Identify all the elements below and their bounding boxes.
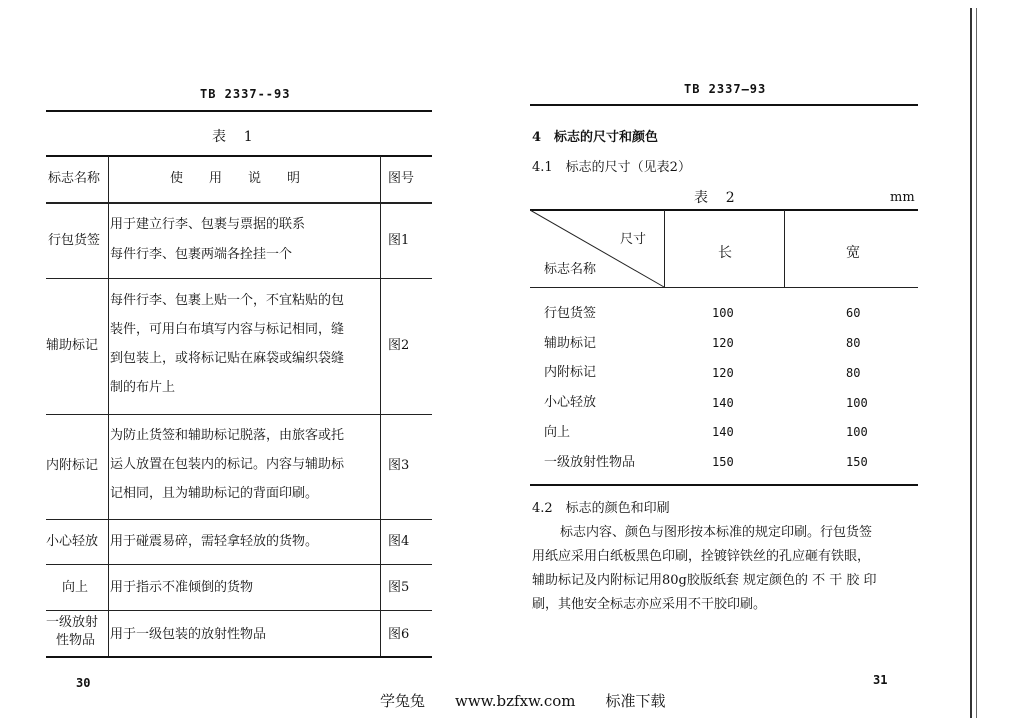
- table1-row6-name-line2: 性物品: [56, 633, 96, 648]
- table1-row4-fig: 图4: [388, 534, 410, 549]
- table1-row2-desc3: 到包装上，或将标记贴在麻袋或编织袋缝: [110, 351, 345, 366]
- table2-row4-len: 140: [712, 396, 734, 410]
- table1-row1-desc2: 每件行李、包裹两端各拴挂一个: [110, 247, 293, 262]
- table1-col-name: 标志名称: [48, 171, 101, 186]
- table1-row3-desc2: 运人放置在包装内的标记。内容与辅助标: [110, 457, 345, 472]
- table2-row5-len: 140: [712, 425, 734, 439]
- table1-row2-name: 辅助标记: [46, 338, 99, 353]
- table1-row3-fig: 图3: [388, 458, 410, 473]
- table1-row2-desc1: 每件行李、包裹上贴一个，不宜粘贴的包: [110, 293, 345, 308]
- table2-row6-name: 一级放射性物品: [544, 455, 636, 470]
- table1-row6-name-line1: 一级放射: [46, 615, 99, 630]
- table2-row6-len: 150: [712, 455, 734, 469]
- right-page-number: 31: [873, 673, 888, 687]
- section-4-heading: 4 标志的尺寸和颜色: [532, 130, 659, 145]
- table1-row4-desc1: 用于碰震易碎，需轻拿轻放的货物。: [110, 534, 319, 549]
- binding-edge-line-2: [976, 8, 977, 718]
- left-page-number: 30: [76, 676, 91, 690]
- table2-row5-name: 向上: [544, 425, 571, 440]
- para-line-4: 刷，其他安全标志亦应采用不干胶印刷。: [532, 597, 767, 612]
- para-line-2: 用纸应采用白纸板黑色印刷，拴镀锌铁丝的孔应砸有铁眼，: [532, 549, 871, 564]
- table1-row4-name: 小心轻放: [46, 534, 99, 549]
- table1-row2-desc2: 装件，可用白布填写内容与标记相同，缝: [110, 322, 345, 337]
- para-line-1: 标志内容、颜色与图形按本标准的规定印刷。行包货签: [560, 525, 873, 540]
- table1-row5-desc1: 用于指示不准倾倒的货物: [110, 580, 254, 595]
- table2-row1-len: 100: [712, 306, 734, 320]
- table1-header-rule: [46, 202, 432, 204]
- table1-row3-desc3: 记相同，且为辅助标记的背面印刷。: [110, 486, 319, 501]
- table1-row2-desc4: 制的布片上: [110, 380, 176, 395]
- table2-row5-wid: 100: [846, 425, 868, 439]
- table2-row1-name: 行包货签: [544, 306, 597, 321]
- table1-row1-name: 行包货签: [48, 233, 101, 248]
- table1-row1-fig: 图1: [388, 233, 410, 248]
- section-4-2-heading: 4.2 标志的颜色和印刷: [532, 501, 670, 516]
- table2-row3-name: 内附标记: [544, 365, 597, 380]
- table2-row2-wid: 80: [846, 336, 861, 350]
- table2-row3-wid: 80: [846, 366, 861, 380]
- table1-row-rule-2: [46, 414, 432, 415]
- table1-top-rule: [46, 155, 432, 157]
- table1-row3-desc1: 为防止货签和辅助标记脱落，由旅客或托: [110, 428, 345, 443]
- table2-row4-wid: 100: [846, 396, 868, 410]
- table1-row3-name: 内附标记: [46, 458, 99, 473]
- table2-corner-top: 尺寸: [620, 232, 647, 247]
- table1-col-fig: 图号: [388, 171, 415, 186]
- table2-title: 表 2: [694, 190, 735, 206]
- right-header: TB 2337—93: [684, 82, 767, 96]
- table1-row-rule-4: [46, 564, 432, 565]
- section-4-1-heading: 4.1 标志的尺寸（见表2）: [532, 160, 691, 175]
- table1-row5-fig: 图5: [388, 580, 410, 595]
- table1-row-rule-1: [46, 278, 432, 279]
- table2-bottom-rule: [530, 484, 918, 486]
- left-header-rule: [46, 110, 432, 112]
- table1-row-rule-5: [46, 610, 432, 611]
- table1-row2-fig: 图2: [388, 338, 410, 353]
- table1-bottom-rule: [46, 656, 432, 658]
- table2-row2-len: 120: [712, 336, 734, 350]
- left-table-title: 表 1: [212, 129, 253, 145]
- table1-row-rule-3: [46, 519, 432, 520]
- table2-row1-wid: 60: [846, 306, 861, 320]
- table2-row2-name: 辅助标记: [544, 336, 597, 351]
- table1-row6-desc1: 用于一级包装的放射性物品: [110, 627, 267, 642]
- table2-col-len: 长: [718, 245, 732, 261]
- table1-row6-fig: 图6: [388, 627, 410, 642]
- table2-row4-name: 小心轻放: [544, 395, 597, 410]
- footer-watermark: 学兔兔 www.bzfxw.com 标准下载: [380, 692, 666, 710]
- table1-row1-desc1: 用于建立行李、包裹与票据的联系: [110, 217, 306, 232]
- para-line-3: 辅助标记及内附标记用80g胶版纸套 规定颜色的 不 干 胶 印: [532, 573, 877, 588]
- table1-col-desc: 使 用 说 明: [170, 171, 301, 186]
- table1-vline-1: [108, 156, 109, 656]
- table2-unit: mm: [890, 190, 915, 205]
- left-header: TB 2337--93: [200, 87, 291, 101]
- right-header-rule: [530, 104, 918, 106]
- table2-col-wid: 宽: [846, 245, 860, 261]
- binding-edge-line-1: [970, 8, 972, 718]
- table2-row6-wid: 150: [846, 455, 868, 469]
- table1-vline-2: [380, 156, 381, 656]
- table2-row3-len: 120: [712, 366, 734, 380]
- table2-corner-bottom: 标志名称: [544, 262, 597, 277]
- table1-row5-name: 向上: [62, 580, 89, 595]
- table2-vline-2: [784, 210, 785, 287]
